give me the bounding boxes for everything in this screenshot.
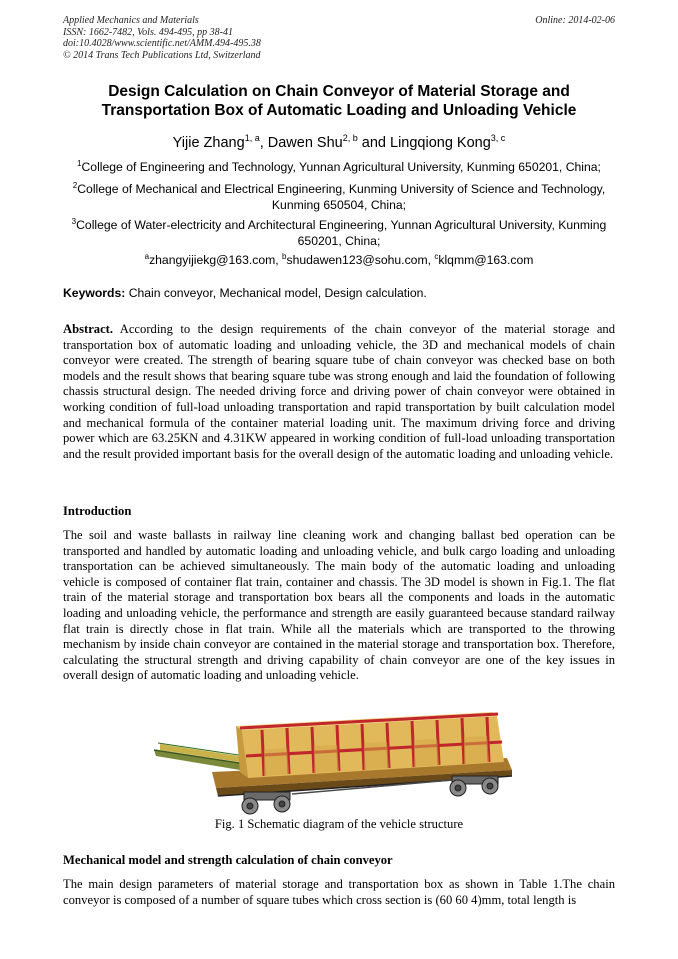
affiliation-2: [63, 178, 615, 213]
introduction-heading: Introduction: [63, 504, 132, 518]
author-separator: and: [357, 135, 390, 151]
affil-text: College of Mechanical and Electrical Engineering, Kunming University of Science and Technology,: [77, 182, 606, 196]
issn-line: ISSN: 1662-7482, Vols. 494-495, pp 38-41: [63, 26, 233, 38]
vehicle-structure-figure: [152, 710, 522, 818]
bogie-left: [242, 792, 290, 814]
author-affil-mark: 1, a: [244, 133, 260, 143]
email-mark: b: [282, 252, 287, 261]
author-emails: [63, 249, 615, 269]
email-address[interactable]: shudawen123@sohu.com,: [286, 253, 435, 267]
affiliation-3: [63, 214, 615, 249]
keywords: [63, 286, 615, 301]
affil-text-cont: 650201, China;: [297, 233, 381, 248]
affil-text: College of Engineering and Technology, Yunnan Agricultural University, Kunming 650201, China;: [81, 160, 601, 174]
author-name: Yijie Zhang: [172, 135, 245, 151]
email-address[interactable]: klqmm@163.com: [438, 253, 534, 267]
doi-line: doi:10.4028/www.scientific.net/AMM.494-495.38: [63, 38, 261, 49]
abstract-label: Abstract.: [63, 322, 114, 336]
author-list: [63, 129, 615, 152]
keywords-label: Keywords:: [63, 286, 126, 300]
journal-header: [63, 15, 615, 61]
figure-caption: Fig. 1 Schematic diagram of the vehicle structure: [214, 817, 464, 831]
affil-text: College of Water-electricity and Architectural Engineering, Yunnan Agricultural University, Kunming: [76, 218, 607, 232]
affil-mark: 3: [71, 217, 77, 226]
title-line-1: Design Calculation on Chain Conveyor of Material Storage and: [108, 83, 570, 100]
affiliation-1: [63, 156, 615, 176]
author-name: Dawen Shu: [267, 135, 343, 151]
journal-name: Applied Mechanics and Materials: [63, 15, 199, 26]
bogie-right: [450, 776, 498, 796]
mechanical-model-heading: Mechanical model and strength calculation of chain conveyor: [63, 853, 393, 867]
author-name: Lingqiong Kong: [390, 135, 491, 151]
copyright-line: © 2014 Trans Tech Publications Ltd, Switzerland: [63, 49, 261, 61]
abstract-text: According to the design requirements of the chain conveyor of the material storage and transportation box of automatic loading and unloading vehicle, the 3D and mechanical models of chain conveyor were created. The strength of bearing square tube of chain conveyor was checked base on both models and the result shows that bearing square tube was strong enough and laid the foundation of following chassis structural design. The needed driving force and driving power of chain conveyor were obtained in working condition of full-load unloading transportation and rapid transportation by built calculation model and mechanical formula of the container material loading unit. The maximum driving force and driving power which are 63.25KN and 4.31KW appeared in working condition of full-load unloading transportation and the result provided important basis for the overall design of the automatic loading and unloading vehicle.: [63, 322, 615, 461]
online-date: Online: 2014-02-06: [535, 15, 615, 26]
author-separator: ,: [259, 135, 268, 151]
title-line-2: Transportation Box of Automatic Loading and Unloading Vehicle: [101, 102, 577, 119]
email-mark: a: [144, 252, 150, 261]
keywords-text: Chain conveyor, Mechanical model, Design calculation.: [125, 286, 427, 300]
mechanical-model-text: The main design parameters of material storage and transportation box as shown in Table 1.The chain conveyor is composed of a number of square tubes which cross section is (60 60 4)mm, total length is: [63, 877, 615, 907]
abstract: [63, 322, 615, 462]
affil-mark: 2: [72, 181, 78, 190]
email-address[interactable]: zhangyijiekg@163.com,: [149, 253, 283, 267]
author-affil-mark: 2, b: [342, 133, 358, 143]
author-affil-mark: 3, c: [490, 133, 506, 143]
affil-text-cont: Kunming 650504, China;: [271, 197, 407, 212]
introduction-text: The soil and waste ballasts in railway line cleaning work and changing ballast bed operation can be transported and handled by automatic loading and unloading vehicle, and bulk cargo loading and unloading transportation can be achieved simultaneously. The main body of the automatic loading and unloading vehicle is composed of container flat train, container and chassis. The 3D model is shown in Fig.1. The flat train of the material storage and transportation box bears all the components and loads in the automatic loading and unloading vehicle, the performance and strength are easily guaranteed because standard railway flat train is directly chose in flat train. While all the materials which are transported to the throwing mechanism by inside chain conveyor are contained in the material storage and transportation box. Therefore, calculating the structural strength and driving capability of chain conveyor are one of the key issues in overall design of automatic loading and unloading vehicle.: [63, 528, 615, 683]
paper-title: [63, 82, 615, 120]
email-mark: c: [434, 252, 439, 261]
affil-mark: 1: [77, 159, 82, 168]
